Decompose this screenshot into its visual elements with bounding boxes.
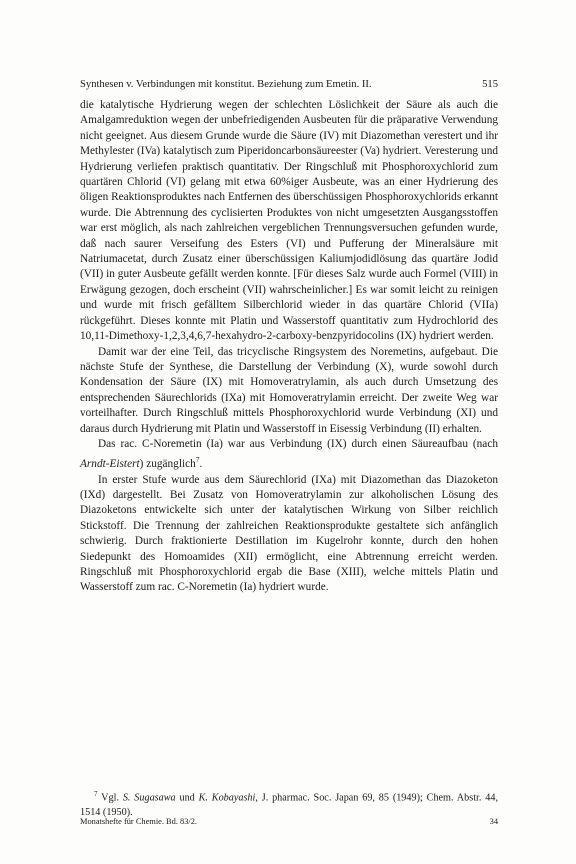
paragraph-3-text-cont: ) zugänglich (139, 458, 196, 471)
journal-line: Monatshefte für Chemie. Bd. 83/2. (80, 817, 197, 826)
footnote-prefix: Vgl. (101, 792, 123, 804)
paragraph-4: In erster Stufe wurde aus dem Säurechlorid (IXa) mit Diazomethan das Diazoketon (IXd) dargestellt. Bei Zusatz von Homoveratrylamin zur alkoholischen Lösung des Diazoketons entwickelte sich unter der katalytischen Wirkung von Silber reichlich Stickstoff. Die Trennung der zahlreichen Reaktionsprodukte gestaltete sich anfänglich schwierig. Durch fraktionierte Destillation im Kugelrohr konnte, durch den hohen Siedepunkt des Homoamides (XII) ermöglicht, eine Abtrennung erreicht werden. Ringschluß mit Phosphoroxychlorid ergab die Base (XIII), welche mittels Platin und Wasserstoff zum rac. C-Noremetin (Ia) hydriert wurde. (80, 473, 498, 594)
running-head (80, 78, 498, 92)
page-footer (80, 816, 498, 828)
footnote-citation: , J. pharmac. Soc. Japan 69, 85 (1949); Chem. Abstr. 44, 1514 (1950). (80, 792, 498, 818)
paragraph-3-end: . (199, 458, 203, 471)
footnote-author-2: K. Kobayashi (198, 792, 256, 804)
paragraph-2: Damit war der eine Teil, das tricyclische Ringsystem des Noremetins, aufgebaut. Die nächste Stufe der Synthese, die Darstellung der Verbindung (X), wurde sowohl durch Kondensation der Säure (IX) mit Homoveratrylamin, als auch durch Umsetzung des entsprechenden Säurechlorids (IXa) mit Homoveratrylamin erreicht. Der zweite Weg war vorteilhafter. Durch Ringschluß mittels Phosphoroxychlorid wurde Verbindung (XI) und daraus durch Hydrierung mit Platin und Wasserstoff in Eisessig Verbindung (II) erhalten. (80, 345, 498, 435)
footnote-ref: 7 (195, 455, 200, 465)
footnote-author-1: S. Sugasawa (122, 792, 176, 804)
signature-mark: 34 (489, 817, 498, 826)
footnote-and: und (175, 792, 199, 804)
paragraph-1: die katalytische Hydrierung wegen der schlechten Löslichkeit der Säure als auch die Amalgamreduktion wegen der unbefriedigenden Ausbeuten für die präparative Verwendung nicht geeignet. Aus diesem Grunde wurde die Säure (IV) mit Diazomethan verestert und ihr Methylester (IVa) katalytisch zum Piperidoncarbonsäureester (Va) hydriert. Veresterung und Hydrierung verliefen praktisch quantitativ. Der Ringschluß mit Phosphoroxychlorid zum quartären Chlorid (VI) gelang mit etwa 60%iger Ausbeute, was an einer Hydrierung des öligen Reaktionsproduktes nach Entfernen des überschüssigen Phosphoroxychlorids erkannt wurde. Die Abtrennung des cyclisierten Produktes von nicht umgesetzten Ausgangsstoffen war erst möglich, als nach zahlreichen vergeblichen Trennungsversuchen gefunden wurde, daß nach saurer Verseifung des Esters (VI) und Pufferung der Mineralsäure mit Natriumacetat, durch Zusatz einer überschüssigen Kaliumjodidlösung das quartäre Jodid (VII) in guter Ausbeute gefällt werden konnte. [Für dieses Salz wurde auch Formel (VIII) in Erwägung gezogen, doch erscheint (VII) wahrscheinlicher.] Es war somit leicht zu reinigen und wurde mit frisch gefälltem Silberchlorid wieder in das quartäre Chlorid (VIIa) rückgeführt. Dieses konnte mit Platin und Wasserstoff quantitativ zum Hydrochlorid des 10,11-Dimethoxy-1,2,3,4,6,7-hexahydro-2-carboxy-benzpyridocolins (IX) hydriert werden. (80, 99, 498, 343)
paragraph-3 (80, 437, 498, 473)
running-title: Synthesen v. Verbindungen mit konstitut. Beziehung zum Emetin. II. (80, 79, 372, 90)
body-text (80, 98, 498, 596)
reaction-authors: Arndt-Eistert (80, 458, 140, 471)
paragraph-3-text: Das rac. C-Noremetin (Ia) war aus Verbindung (IX) durch einen Säureaufbau (nach (98, 437, 498, 450)
footnote-marker: 7 (94, 790, 98, 798)
page-number: 515 (482, 79, 498, 90)
